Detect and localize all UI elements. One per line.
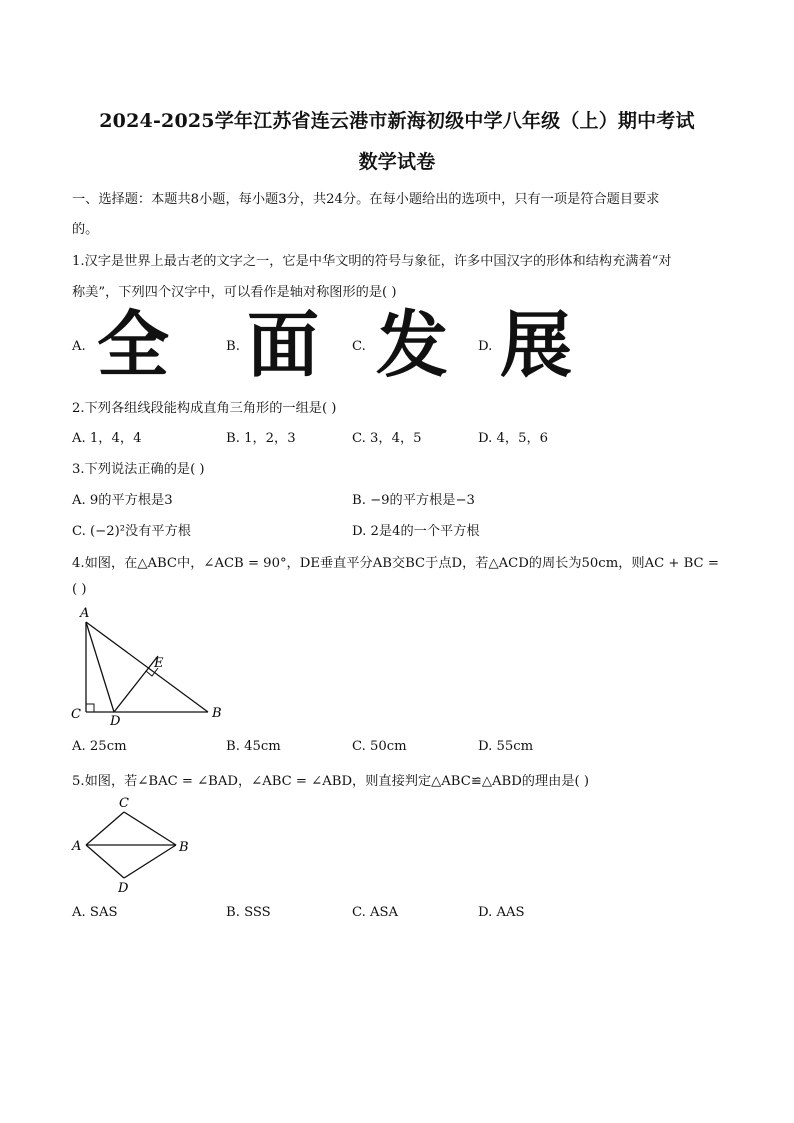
q2-option-c: C. 3，4，5 xyxy=(352,431,422,446)
q2-option-b: B. 1，2，3 xyxy=(226,431,296,446)
q3-option-d: D. 2是4的一个平方根 xyxy=(352,524,480,539)
q2-option-d: D. 4，5，6 xyxy=(478,431,549,446)
label-d: D xyxy=(110,714,121,729)
segment-ad xyxy=(86,622,114,712)
exam-title-line1: 2024-2025学年江苏省连云港市新海初级中学八年级（上）期中考试 xyxy=(99,110,695,132)
q1-option-c-label: C. xyxy=(352,339,366,354)
q3-stem: 3.下列说法正确的是( ) xyxy=(72,462,205,477)
q2-option-a: A. 1，4，4 xyxy=(72,431,142,446)
q1-stem-line1: 1.汉字是世界上最古老的文字之一，它是中华文明的符号与象征，许多中国汉字的形体和结构充满着“对 xyxy=(72,254,672,269)
q3-option-a: A. 9的平方根是3 xyxy=(72,493,173,508)
q1-option-b-label: B. xyxy=(226,339,240,354)
q1-option-a-char: 全 xyxy=(97,303,170,387)
segment-db xyxy=(124,845,176,878)
q3-option-c: C. (−2)²没有平方根 xyxy=(72,524,191,539)
q5-stem: 5.如图，若∠BAC = ∠BAD，∠ABC = ∠ABD，则直接判定△ABC≌△ABD的理由是( ) xyxy=(72,774,590,789)
q1-option-d-label: D. xyxy=(478,339,493,354)
label-a: A xyxy=(80,606,90,621)
section-instruction-line1: 一、选择题：本题共8小题，每小题3分，共24分。在每小题给出的选项中，只有一项是符合题目要求 xyxy=(72,192,660,207)
label-c: C xyxy=(119,796,129,811)
q4-option-d: D. 55cm xyxy=(478,739,534,754)
q3-option-b: B. −9的平方根是−3 xyxy=(352,493,475,508)
q1-option-b-char: 面 xyxy=(247,303,320,387)
q5-option-d: D. AAS xyxy=(478,905,525,920)
label-d: D xyxy=(118,881,129,896)
label-b: B xyxy=(179,840,189,855)
q4-stem-line2: ( ) xyxy=(72,582,87,597)
q5-option-c: C. ASA xyxy=(352,905,399,920)
q1-option-d-char: 展 xyxy=(500,303,573,387)
q1-option-c-char: 发 xyxy=(376,303,449,387)
segment-ab xyxy=(86,622,208,712)
q2-stem: 2.下列各组线段能构成直角三角形的一组是( ) xyxy=(72,401,337,416)
label-b: B xyxy=(212,706,222,721)
label-a: A xyxy=(72,839,82,854)
q4-option-a: A. 25cm xyxy=(72,739,127,754)
q5-option-a: A. SAS xyxy=(72,905,118,920)
label-e: E xyxy=(154,656,164,671)
q4-stem-line1: 4.如图，在△ABC中，∠ACB = 90°，DE垂直平分AB交BC于点D，若△ACD的周长为50cm，则AC + BC = xyxy=(72,556,719,571)
q4-option-c: C. 50cm xyxy=(352,739,407,754)
label-c: C xyxy=(71,707,81,722)
q1-option-a-label: A. xyxy=(72,339,86,354)
q4-triangle-figure xyxy=(60,600,240,730)
segment-cb xyxy=(124,812,176,845)
section-instruction-line2: 的。 xyxy=(72,222,99,237)
q5-quadrilateral-figure xyxy=(60,792,210,900)
q5-option-b: B. SSS xyxy=(226,905,271,920)
right-angle-mark-c xyxy=(86,704,94,712)
exam-title-line2: 数学试卷 xyxy=(358,151,436,173)
segment-de xyxy=(114,656,158,712)
q1-stem-line2: 称美”，下列四个汉字中，可以看作是轴对称图形的是( ) xyxy=(72,285,397,300)
q4-option-b: B. 45cm xyxy=(226,739,281,754)
segment-ac xyxy=(86,812,124,845)
segment-ad xyxy=(86,845,124,878)
